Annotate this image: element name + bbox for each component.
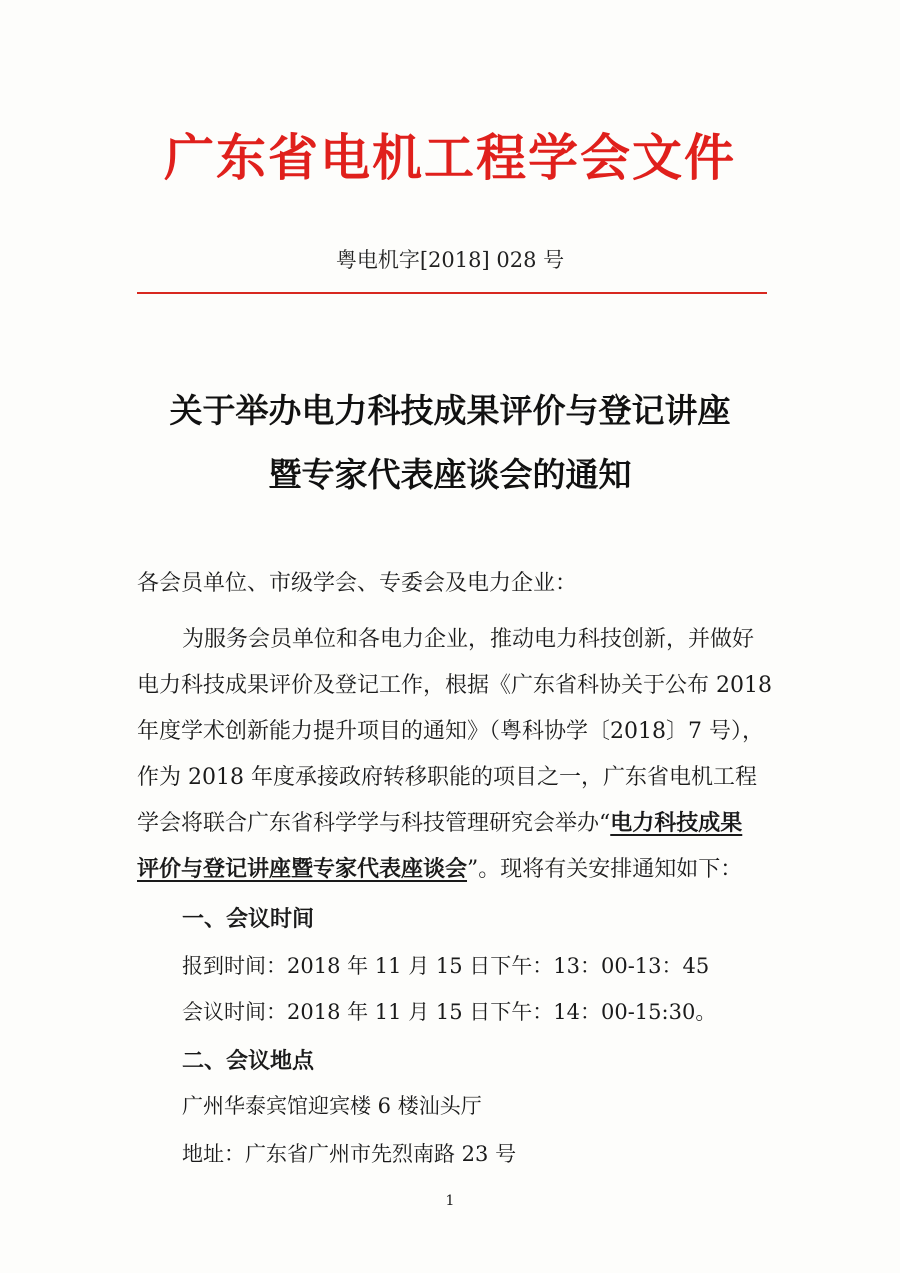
page-number: 1 xyxy=(445,1193,455,1209)
body-line: 作为 2018 年度承接政府转移职能的项目之一，广东省电机工程 xyxy=(137,765,757,790)
salutation: 各会员单位、市级学会、专委会及电力企业： xyxy=(137,571,578,596)
header-title: 广东省电机工程学会文件 xyxy=(164,129,736,187)
notice-title-line-2: 暨专家代表座谈会的通知 xyxy=(268,455,632,494)
body-line: 年度学术创新能力提升项目的通知》（粤科协学〔2018〕7 号）， xyxy=(137,719,764,744)
meeting-time: 会议时间：2018 年 11 月 15 日下午：14：00-15:30。 xyxy=(182,1000,717,1024)
checkin-time: 报到时间：2018 年 11 月 15 日下午：13：00-13：45 xyxy=(182,954,710,978)
body-line: 电力科技成果评价及登记工作，根据《广东省科协关于公布 2018 xyxy=(137,673,772,698)
body-line xyxy=(137,852,742,883)
address: 地址：广东省广州市先烈南路 23 号 xyxy=(182,1142,517,1166)
event-name-highlight: 电力科技成果 xyxy=(610,810,743,836)
venue: 广州华泰宾馆迎宾楼 6 楼汕头厅 xyxy=(182,1094,482,1118)
body-line xyxy=(137,806,742,837)
event-name-highlight: 评价与登记讲座暨专家代表座谈会 xyxy=(137,856,468,882)
body-text: ”。现将有关安排通知如下： xyxy=(467,857,743,882)
notice-title-line-1: 关于举办电力科技成果评价与登记讲座 xyxy=(169,391,731,430)
document-number: 粤电机字[2018] 028 号 xyxy=(335,248,565,272)
section-heading-location: 二、会议地点 xyxy=(182,1048,315,1074)
body-text: 学会将联合广东省科学学与科技管理研究会举办“ xyxy=(137,811,611,836)
body-line: 为服务会员单位和各电力企业，推动电力科技创新，并做好 xyxy=(182,627,755,652)
section-heading-time: 一、会议时间 xyxy=(182,906,315,932)
red-divider xyxy=(137,292,767,294)
